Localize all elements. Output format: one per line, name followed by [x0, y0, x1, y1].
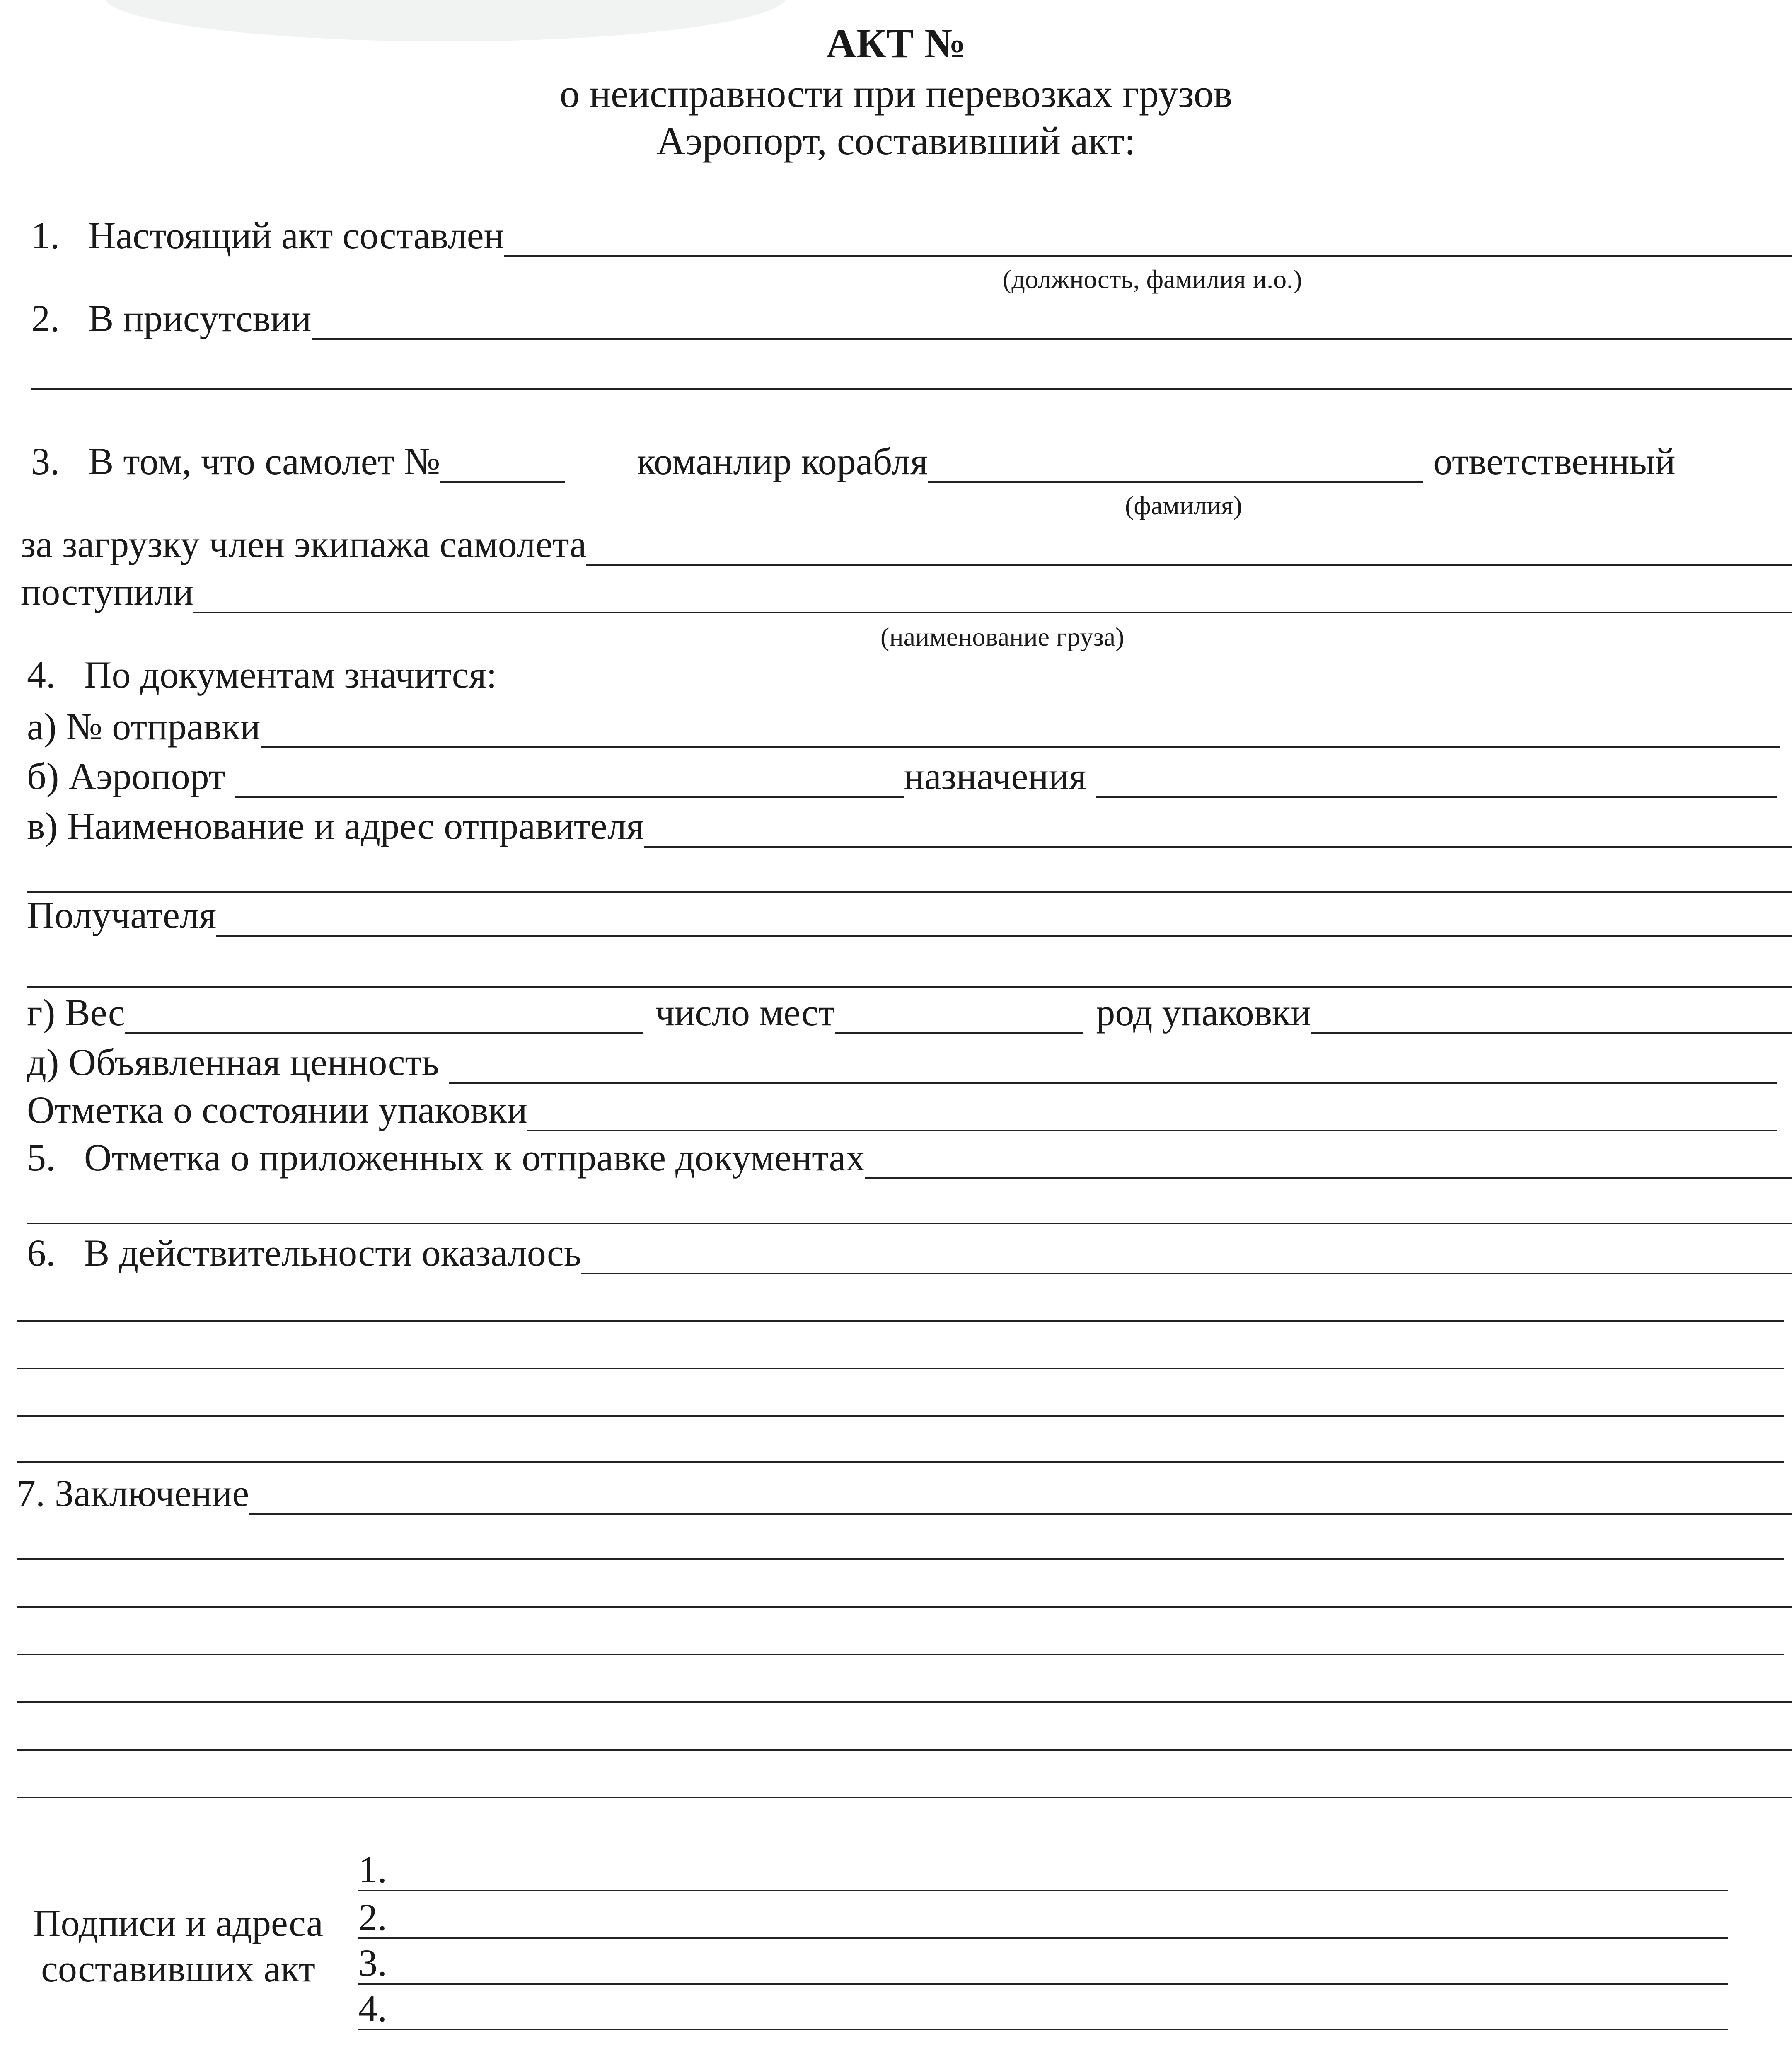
received-row [21, 572, 1792, 617]
signatures-label-line-1: Подписи и адреса [33, 1902, 323, 1944]
conclusion-line-1[interactable] [17, 1558, 1784, 1560]
signatures-label [12, 1900, 344, 1991]
document-title: АКТ № [826, 20, 966, 66]
declared-value-field[interactable] [449, 1078, 1777, 1084]
actual-findings-field[interactable] [581, 1269, 1792, 1274]
compiled-by-field[interactable] [504, 251, 1792, 257]
presence-field-continued[interactable] [31, 388, 1792, 390]
conclusion-line-4[interactable] [17, 1701, 1792, 1703]
packaging-condition-label: Отметка о состоянии упаковки [27, 1089, 527, 1131]
signature-number-2: 2. [358, 1896, 387, 1938]
item-3-label: 3. В том, что самолет № [31, 440, 440, 482]
conclusion-field[interactable] [249, 1509, 1792, 1515]
signature-number-3: 3. [358, 1942, 387, 1984]
weight-row [27, 993, 1792, 1038]
item-1-label: 1. Настоящий акт составлен [31, 214, 504, 257]
recipient-field[interactable] [216, 931, 1792, 937]
findings-line-3[interactable] [17, 1415, 1784, 1417]
item-2-label: 2. В присутсвии [31, 297, 312, 339]
aircraft-number-field[interactable] [440, 477, 565, 483]
item-6-row [27, 1233, 1792, 1279]
sender-field-continued[interactable] [27, 891, 1792, 893]
findings-line-2[interactable] [17, 1368, 1784, 1369]
item-2-row [31, 298, 1792, 344]
weight-field[interactable] [125, 1028, 643, 1034]
item-4-row [27, 655, 1792, 700]
item-6-label: 6. В действительности оказалось [27, 1232, 581, 1274]
cargo-name-hint: (наименование груза) [880, 622, 1125, 651]
document-subtitle: о неисправности при перевозках грузов [559, 71, 1233, 116]
captain-name-field[interactable] [928, 477, 1423, 483]
item-3-row [31, 441, 1792, 487]
attached-documents-field[interactable] [865, 1173, 1792, 1179]
shipment-number-field[interactable] [261, 742, 1780, 748]
signature-number-1: 1. [358, 1848, 387, 1891]
conclusion-line-6[interactable] [17, 1797, 1792, 1798]
item-5-row [27, 1138, 1792, 1183]
packaging-condition-field[interactable] [527, 1126, 1777, 1131]
signature-line-2[interactable] [358, 1937, 1728, 1939]
compiled-by-hint: (должность, фамилия и.о.) [1003, 264, 1302, 294]
conclusion-line-2[interactable] [17, 1606, 1792, 1608]
airport-field[interactable] [235, 792, 904, 798]
findings-line-4[interactable] [17, 1461, 1784, 1463]
recipient-label: Получателя [27, 894, 217, 936]
sender-field[interactable] [644, 842, 1792, 848]
presence-field[interactable] [312, 334, 1792, 340]
conclusion-line-3[interactable] [17, 1654, 1784, 1655]
sender-label: в) Наименование и адрес отправителя [27, 805, 644, 847]
destination-field[interactable] [1096, 792, 1777, 798]
airport-row [27, 756, 1777, 802]
item-7-row [17, 1473, 1792, 1519]
pieces-field[interactable] [835, 1028, 1083, 1034]
airport-label: б) Аэропорт [27, 755, 235, 797]
packaging-label: род упаковки [1096, 991, 1311, 1034]
issuing-airport-label: Аэропорт, составивший акт: [656, 119, 1136, 163]
weight-label: г) Вес [27, 991, 125, 1034]
conclusion-line-5[interactable] [17, 1749, 1792, 1751]
signature-line-4[interactable] [358, 2029, 1728, 2030]
loading-crew-label: за загрузку член экипажа самолета [21, 523, 587, 565]
captain-label: команлир корабля [637, 440, 928, 482]
signatures-label-line-2: составивших акт [41, 1947, 315, 1990]
declared-value-row [27, 1042, 1777, 1088]
sender-row [27, 806, 1792, 852]
item-4-label: 4. По документам значится: [27, 654, 497, 696]
loading-crew-row [21, 524, 1792, 570]
item-1-row [31, 216, 1792, 261]
shipment-number-row [27, 707, 1780, 752]
recipient-row [27, 895, 1792, 941]
captain-name-hint: (фамилия) [1125, 491, 1242, 520]
shipment-number-label: а) № отправки [27, 705, 261, 748]
signature-line-1[interactable] [358, 1890, 1728, 1891]
received-label: поступили [21, 571, 193, 613]
responsible-label: ответственный [1433, 440, 1676, 482]
signature-number-4: 4. [358, 1987, 387, 2029]
packaging-condition-row [27, 1090, 1777, 1136]
declared-value-label: д) Объявленная ценность [27, 1041, 449, 1083]
destination-label: назначения [904, 755, 1096, 797]
findings-line-1[interactable] [17, 1320, 1784, 1322]
conclusion-label: 7. Заключение [17, 1472, 249, 1514]
signature-line-3[interactable] [358, 1983, 1728, 1985]
recipient-field-continued[interactable] [27, 986, 1792, 988]
attached-documents-field-continued[interactable] [27, 1223, 1792, 1224]
item-5-label: 5. Отметка о приложенных к отправке документах [27, 1136, 865, 1179]
pieces-label: число мест [655, 991, 835, 1034]
loading-crew-field[interactable] [586, 560, 1792, 566]
packaging-field[interactable] [1311, 1028, 1792, 1034]
cargo-name-field[interactable] [193, 608, 1792, 613]
